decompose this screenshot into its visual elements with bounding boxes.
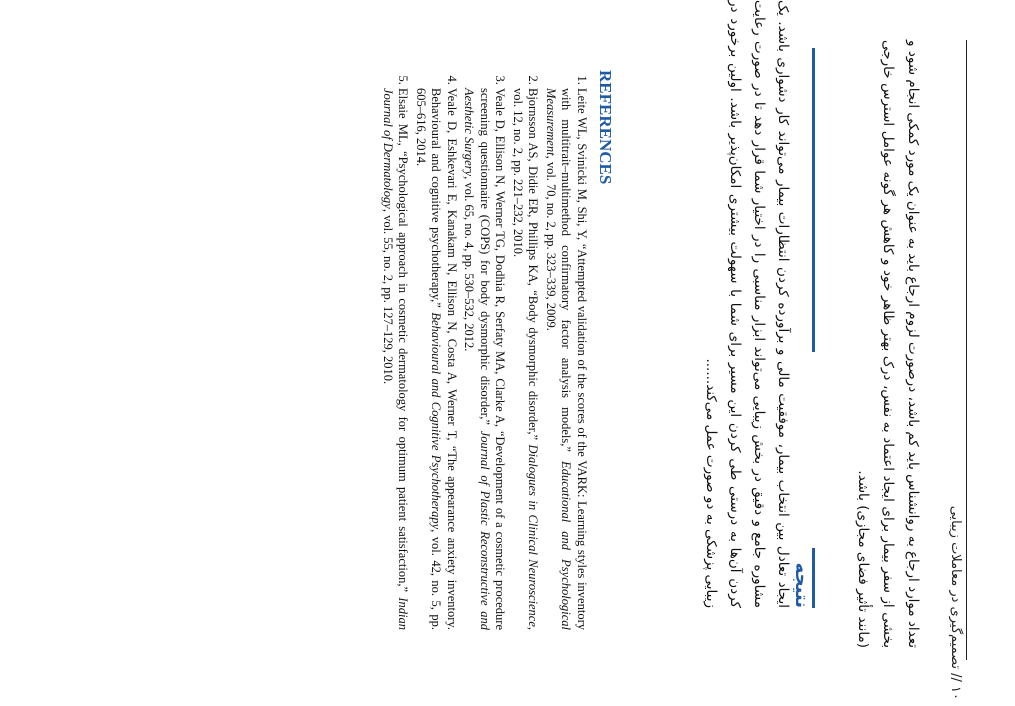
reference-item [510, 88, 541, 630]
reference-authors-title: Elsaie ML, “Psychological approach in cosmetic dermatology for optimum patient satisfaction,” [396, 88, 411, 593]
references-list [380, 70, 590, 630]
reference-journal: Indian Journal of Dermatology [381, 88, 411, 631]
reference-authors-title: Leite WL, Svinicki M, Shi, Y, “Attempted validation of the scores of the VARK: Learning styles inventory with multitrait–multimethod confirmatory factor analysis models,” [559, 88, 589, 630]
body-paragraph-text: تعداد موارد ارجاع به روانشناس باید کم باشد، درصورت لزوم ارجاع باید به عنوان یک مورد کمکی انجام شود و بخشی از سفر بیمار برای ایجاد اعتماد به نفس، درک بهتر ظاهر خود و کاهش هر گونه عوامل استرس خارجی (مانند تأثیر فضای مجازی) باشد. [855, 40, 921, 648]
reference-authors-title: Bjornsson AS, Didie ER, Phillips KA, “Body dysmorphic disorder,” [526, 88, 541, 440]
reference-details: , vol. 42, no. 5, pp. 605–616, 2014. [414, 88, 444, 630]
reference-journal: Behavioural and Cognitive Psychotherapy [429, 312, 444, 530]
conclusion-paragraph: ایجاد تعادل بین انتخاب بیمار، موفقیت مالی و برآورده کردن انتظارات بیمار می‌تواند کار دشواری باشد. یک مشاوره جامع و دقیق در بخش زیبایی می‌تواند ابزار مناسبی را در اختیار شما قرار دهد تا در صورت رعایت کردن آن‌ها به درستی طی کردن این مسیر برای شما با سهولت بیشتری امکان‌پذیر باشد. اولین برخورد در زیبایی پزشکی به دو صورت عمل می‌کند...... [703, 0, 791, 608]
reference-details: , vol. 70, no. 2, pp. 323–339, 2009. [544, 155, 558, 331]
section-rule [812, 48, 815, 352]
reference-item [461, 88, 508, 630]
reference-journal: Dialogues in Clinical Neuroscience [526, 444, 541, 627]
body-paragraph [850, 40, 925, 648]
reference-journal: Educational and Psychological Measurement [544, 88, 574, 630]
references-section [378, 70, 616, 630]
reference-details: , vol. 12, no. 2, pp. 221–232, 2010. [511, 88, 541, 630]
reference-item [543, 88, 590, 630]
reference-details: , vol. 65, no. 4, pp. 530–532, 2012. [462, 176, 477, 352]
reference-authors-title: Veale D, Ellison N, Werner TG, Dodhia R, Serfaty MA, Clarke A, “Development of a cosmetic procedure screening questionnaire (COPS) for body dysmorphic disorder,” [478, 88, 508, 630]
reference-item [413, 88, 460, 630]
reference-journal: Journal of Plastic Reconstructive and Aesthetic Surgery [462, 88, 492, 630]
reference-authors-title: Veale D, Eshkevari E, Kanakam N, Ellison N, Costa A, Werner T, “The appearance anxiety inventory. Behavioural and cognitive psychotherapy,” [429, 88, 459, 630]
reference-item [380, 88, 411, 630]
conclusion-rule [812, 548, 815, 608]
header-rule [966, 40, 967, 660]
conclusion-heading: نتیجه [791, 562, 812, 608]
running-head: ۱۰ // تصمیم‌گیری در معاملات زیبایی [948, 505, 963, 700]
references-title: REFERENCES [596, 70, 615, 185]
reference-details: , vol. 55, no. 2, pp. 127–129, 2010. [381, 208, 395, 385]
